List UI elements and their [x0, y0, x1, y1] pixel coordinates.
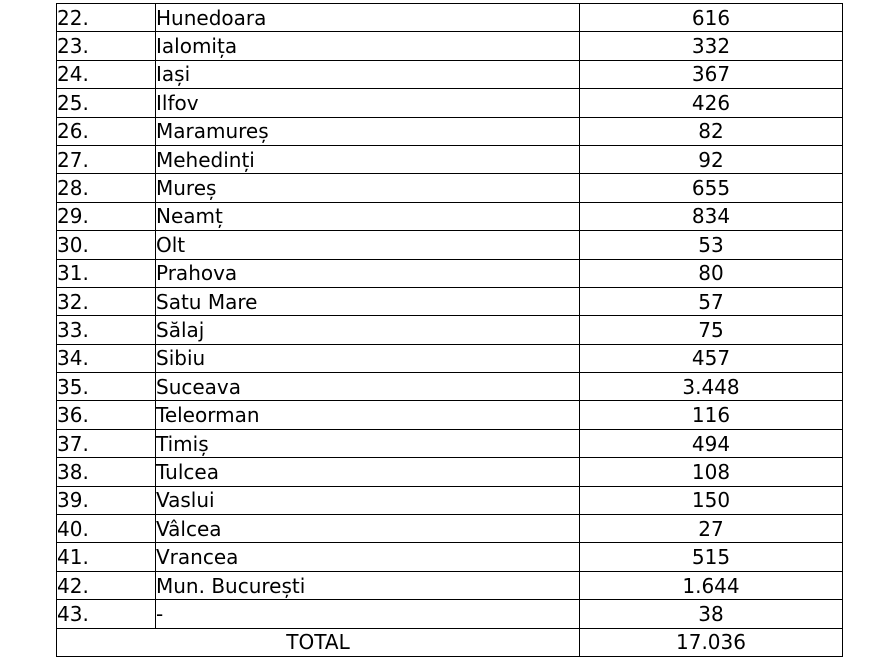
row-number: 43. [57, 600, 156, 628]
row-number: 32. [57, 287, 156, 315]
table-row [57, 571, 843, 599]
county-value: 108 [580, 458, 843, 486]
table-row [57, 373, 843, 401]
county-value: 367 [580, 60, 843, 88]
table-row [57, 89, 843, 117]
county-value: 3.448 [580, 373, 843, 401]
total-label: TOTAL [57, 628, 580, 656]
county-name: Tulcea [156, 458, 580, 486]
county-value: 457 [580, 344, 843, 372]
county-name: Maramureș [156, 117, 580, 145]
row-number: 29. [57, 202, 156, 230]
row-number: 28. [57, 174, 156, 202]
table-body [57, 4, 843, 657]
county-name: Vrancea [156, 543, 580, 571]
county-name: Neamț [156, 202, 580, 230]
county-value: 53 [580, 231, 843, 259]
county-name: Vâlcea [156, 515, 580, 543]
county-value: 38 [580, 600, 843, 628]
county-value: 616 [580, 4, 843, 32]
row-number: 34. [57, 344, 156, 372]
row-number: 37. [57, 429, 156, 457]
county-value: 57 [580, 287, 843, 315]
table-row [57, 145, 843, 173]
county-name: Hunedoara [156, 4, 580, 32]
county-value: 1.644 [580, 571, 843, 599]
table-row [57, 600, 843, 628]
row-number: 23. [57, 32, 156, 60]
row-number: 30. [57, 231, 156, 259]
table-row [57, 4, 843, 32]
county-name: Ialomița [156, 32, 580, 60]
row-number: 39. [57, 486, 156, 514]
county-name: Sălaj [156, 316, 580, 344]
row-number: 36. [57, 401, 156, 429]
table-row [57, 316, 843, 344]
row-number: 41. [57, 543, 156, 571]
table-row [57, 429, 843, 457]
county-name: Satu Mare [156, 287, 580, 315]
county-name: Sibiu [156, 344, 580, 372]
row-number: 40. [57, 515, 156, 543]
table-row [57, 458, 843, 486]
county-value: 27 [580, 515, 843, 543]
total-value: 17.036 [580, 628, 843, 656]
county-value: 150 [580, 486, 843, 514]
county-value: 92 [580, 145, 843, 173]
county-name: Teleorman [156, 401, 580, 429]
row-number: 24. [57, 60, 156, 88]
table-row [57, 231, 843, 259]
table-row [57, 174, 843, 202]
row-number: 25. [57, 89, 156, 117]
table-row [57, 117, 843, 145]
table-row [57, 344, 843, 372]
county-value: 655 [580, 174, 843, 202]
table-row [57, 32, 843, 60]
row-number: 31. [57, 259, 156, 287]
county-value: 332 [580, 32, 843, 60]
table-row [57, 486, 843, 514]
county-name: Timiș [156, 429, 580, 457]
county-value: 116 [580, 401, 843, 429]
table-row [57, 60, 843, 88]
county-name: Mureș [156, 174, 580, 202]
county-value: 515 [580, 543, 843, 571]
county-name: Iași [156, 60, 580, 88]
row-number: 26. [57, 117, 156, 145]
county-value: 494 [580, 429, 843, 457]
table-row [57, 259, 843, 287]
county-value: 834 [580, 202, 843, 230]
row-number: 33. [57, 316, 156, 344]
table-row [57, 515, 843, 543]
county-table [56, 3, 843, 657]
county-value: 82 [580, 117, 843, 145]
table-row [57, 202, 843, 230]
county-value: 426 [580, 89, 843, 117]
table-row [57, 287, 843, 315]
county-name: Suceava [156, 373, 580, 401]
county-name: Mun. București [156, 571, 580, 599]
county-name: Mehedinți [156, 145, 580, 173]
row-number: 42. [57, 571, 156, 599]
county-name: Ilfov [156, 89, 580, 117]
row-number: 27. [57, 145, 156, 173]
row-number: 35. [57, 373, 156, 401]
county-name: Vaslui [156, 486, 580, 514]
total-row [57, 628, 843, 656]
row-number: 22. [57, 4, 156, 32]
county-name: Prahova [156, 259, 580, 287]
county-name: - [156, 600, 580, 628]
row-number: 38. [57, 458, 156, 486]
county-name: Olt [156, 231, 580, 259]
county-value: 80 [580, 259, 843, 287]
table-row [57, 401, 843, 429]
county-value: 75 [580, 316, 843, 344]
table-row [57, 543, 843, 571]
